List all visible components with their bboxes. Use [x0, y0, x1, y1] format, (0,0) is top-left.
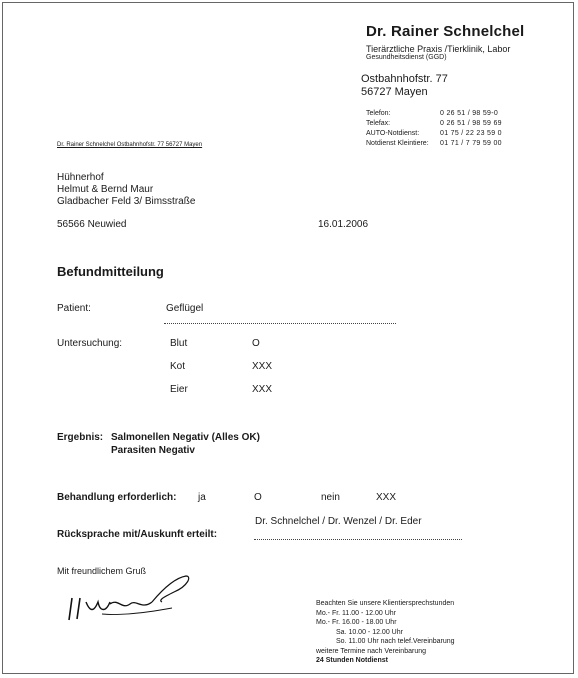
treatment-no-label: nein: [321, 492, 340, 503]
contact-label: Telefon:: [366, 110, 391, 117]
examination-mark-feces: XXX: [252, 361, 273, 372]
contact-value: 0 26 51 / 98 59 69: [440, 120, 502, 127]
clinic-name: Dr. Rainer Schnelchel: [366, 23, 525, 40]
consultation-label: Rücksprache mit/Auskunft erteilt:: [57, 529, 218, 540]
consultation-value: Dr. Schnelchel / Dr. Wenzel / Dr. Eder: [255, 516, 422, 527]
contact-value: 01 75 / 22 23 59 0: [440, 130, 502, 137]
examination-item-eggs: Eier: [170, 384, 188, 395]
contact-label: Telefax:: [366, 120, 391, 127]
treatment-yes-label: ja: [198, 492, 206, 503]
examination-mark-eggs: XXX: [252, 384, 273, 395]
office-hours-line-3: Sa. 10.00 - 12.00 Uhr: [336, 628, 403, 636]
signature-image: [62, 568, 197, 626]
examination-mark-blood: O: [252, 338, 260, 349]
sender-line: Dr. Rainer Schnelchel Ostbahnhofstr. 77 56727 Mayen: [57, 142, 203, 148]
clinic-city: 56727 Mayen: [361, 86, 428, 98]
office-hours-line-6: 24 Stunden Notdienst: [316, 657, 388, 664]
treatment-label: Behandlung erforderlich:: [57, 492, 177, 503]
contact-label: Notdienst Kleintiere:: [366, 140, 429, 147]
closing-greeting: Mit freundlichem Gruß: [57, 566, 147, 576]
document-title: Befundmitteilung: [57, 264, 164, 279]
examination-item-blood: Blut: [170, 338, 188, 349]
treatment-yes-mark: O: [254, 492, 262, 503]
clinic-street: Ostbahnhofstr. 77: [361, 73, 448, 85]
office-hours-line-5: weitere Termine nach Vereinbarung: [316, 647, 426, 655]
contact-block: [366, 109, 520, 149]
contact-row: [366, 119, 520, 129]
office-hours-line-1: Mo.- Fr. 11.00 - 12.00 Uhr: [316, 609, 397, 617]
recipient-line-3: Gladbacher Feld 3/ Bimsstraße: [57, 196, 196, 207]
office-hours-block: [316, 599, 455, 666]
clinic-subtitle: Tierärztliche Praxis /Tierklinik, Labor: [366, 44, 511, 54]
recipient-line-2: Helmut & Bernd Maur: [57, 184, 154, 195]
examination-label: Untersuchung:: [57, 338, 123, 349]
contact-label: AUTO-Notdienst:: [366, 130, 420, 137]
examination-item-feces: Kot: [170, 361, 186, 372]
treatment-no-mark: XXX: [376, 492, 397, 503]
clinic-subtitle-2: Gesundheitsdienst (GGD): [366, 54, 447, 61]
result-line-2: Parasiten Negativ: [111, 445, 195, 456]
recipient-zip-city: 56566 Neuwied: [57, 219, 127, 230]
contact-value: 01 71 / 7 79 59 00: [440, 140, 502, 147]
recipient-line-1: Hühnerhof: [57, 172, 104, 183]
consultation-dotted-line: [254, 539, 462, 540]
result-line-1: Salmonellen Negativ (Alles OK): [111, 432, 260, 443]
contact-row: [366, 109, 520, 119]
letter-date: 16.01.2006: [318, 219, 369, 230]
patient-value: Geflügel: [166, 303, 204, 314]
result-label: Ergebnis:: [57, 432, 104, 443]
contact-row: [366, 139, 520, 149]
contact-value: 0 26 51 / 98 59-0: [440, 110, 499, 117]
office-hours-line-4: So. 11.00 Uhr nach telef.Vereinbarung: [336, 638, 455, 645]
patient-label: Patient:: [57, 303, 91, 314]
contact-row: [366, 129, 520, 139]
office-hours-line-2: Mo.- Fr. 16.00 - 18.00 Uhr: [316, 619, 397, 626]
office-hours-heading: Beachten Sie unsere Klientiersprechstunden: [316, 600, 455, 607]
patient-dotted-line: [164, 323, 396, 324]
